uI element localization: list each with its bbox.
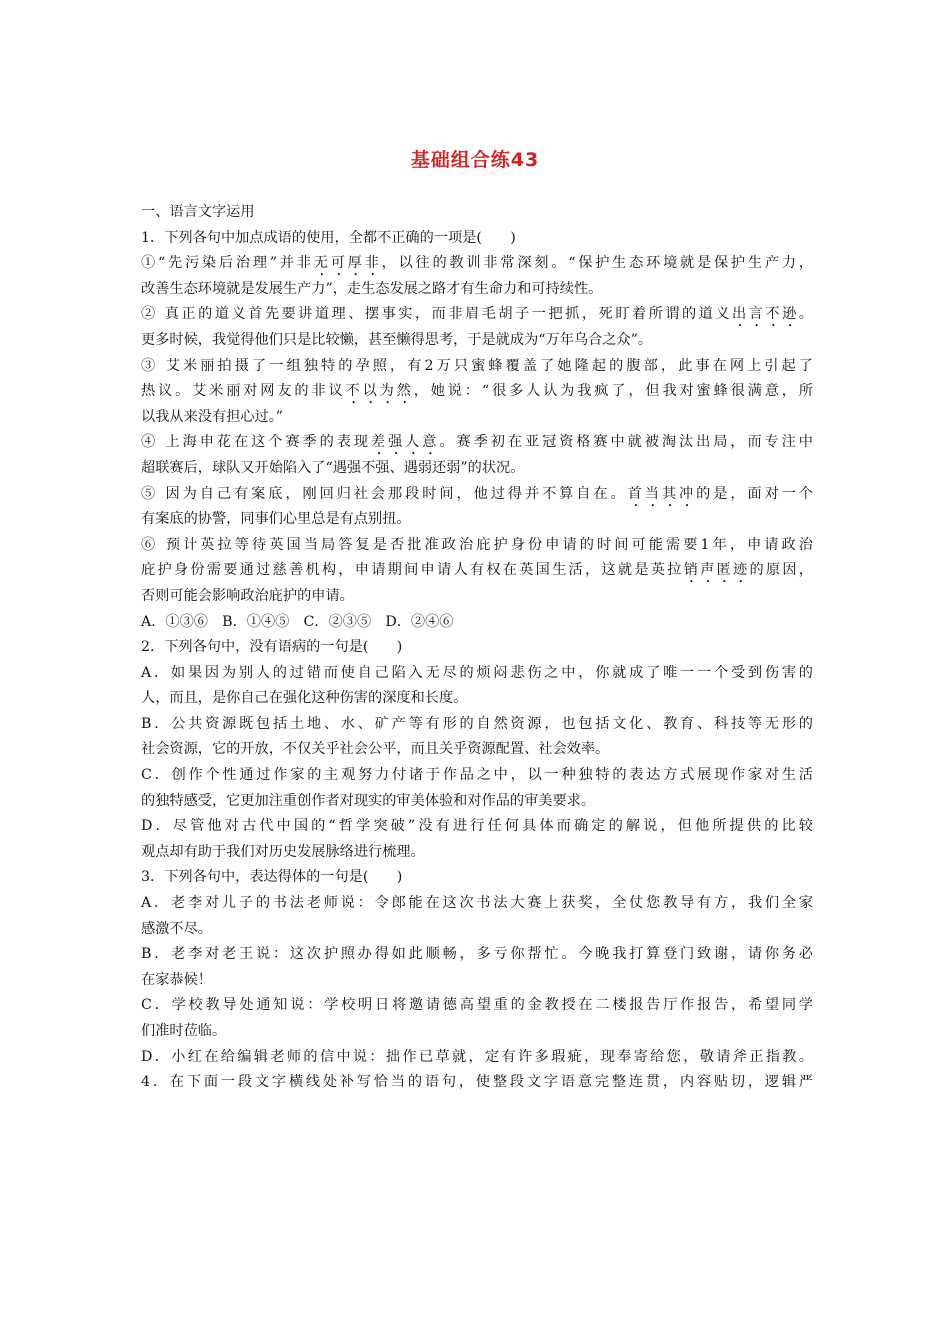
page-title: 基础组合练43	[410, 149, 540, 171]
q1-sentence-5-line-2: 有案底的协警，同事们心里总是有点别扭。	[141, 511, 411, 528]
question-4-stem-line-1: 4．在下面一段文字横线处补写恰当的语句，使整段文字语意完整连贯，内容贴切，逻辑严	[141, 1074, 813, 1091]
q3-option-b-line-1: B．老李对老王说：这次护照办得如此顺畅，多亏你帮忙。今晚我打算登门致谢，请你务必	[141, 946, 813, 963]
q1-s3-text-b: ，她说：“很多人认为我疯了，但我对蜜蜂很满意，所	[413, 383, 813, 400]
q1-sentence-6-line-1: ⑥ 预计英拉等待英国当局答复是否批准政治庇护身份申请的时间可能需要1年，申请政治	[141, 536, 813, 553]
q1-options: A．①③⑥ B．①④⑤ C．②③⑤ D．②④⑥	[141, 613, 454, 630]
q2-option-a-line-2: 人，而且，是你自己在强化这种伤害的深度和长度。	[141, 690, 468, 707]
q3-option-b-line-2: 在家恭候！	[141, 971, 212, 988]
q1-sentence-3-line-1: ③ 艾米丽拍摄了一组独特的孕照，有2万只蜜蜂覆盖了她隆起的腹部，此事在网上引起了	[141, 357, 813, 374]
section-heading: 一、语言文字运用	[141, 204, 255, 220]
document-body	[141, 200, 813, 1096]
q1-sentence-6-line-3: 否则可能会影响政治庇护的申请。	[141, 587, 354, 604]
q3-option-c-line-2: 们准时莅临。	[141, 1023, 227, 1039]
q1-s2-text-b: 。	[798, 306, 813, 323]
q1-s2-idiom: 出言不逊	[732, 306, 799, 323]
q2-option-c-line-2: 的独特感受，它更加注重创作者对现实的审美体验和对作品的审美要求。	[141, 792, 596, 809]
q2-option-a-line-1: A．如果因为别人的过错而使自己陷入无尽的烦闷悲伤之中，你就成了唯一一个受到伤害的	[141, 664, 813, 681]
q1-s1-text-a: ①“先污染后治理”并非	[141, 255, 314, 272]
q1-sentence-1-line-2: 改善生态环境就是发展生产力”，走生态发展之路才有生命力和可持续性。	[141, 280, 603, 297]
q3-option-c-line-1: C．学校教导处通知说：学校明日将邀请德高望重的金教授在二楼报告厅作报告，希望同学	[141, 997, 813, 1014]
q1-sentence-1-line-1	[141, 251, 813, 277]
q2-option-d-line-1: D．尽管他对古代中国的“哲学突破”没有进行任何具体而确定的解说，但他所提供的比较	[141, 818, 813, 835]
q1-sentence-3-line-3: 以我从来没有担心过。”	[141, 408, 284, 425]
q1-s3-idiom: 不以为然	[345, 383, 414, 400]
question-1-stem: 1．下列各句中加点成语的使用，全都不正确的一项是( )	[141, 229, 516, 246]
q1-s6-idiom: 销声匿迹	[683, 562, 750, 579]
q1-s6-text-b: 的原因，	[749, 562, 813, 579]
q1-sentence-4-line-1	[141, 430, 813, 456]
q1-s2-text-a: ② 真正的道义首先要讲道理、摆事实，而非眉毛胡子一把抓，死盯着所谓的道义	[141, 306, 733, 323]
q1-sentence-4-line-2: 超联赛后，球队又开始陷入了“遇强不强、遇弱还弱”的状况。	[141, 459, 525, 476]
question-2-stem: 2．下列各句中，没有语病的一句是( )	[141, 639, 403, 656]
q1-sentence-6-line-2	[141, 558, 813, 584]
q1-s3-text-a: 热议。艾米丽对网友的非议	[141, 383, 346, 400]
q1-s4-idiom: 差强人意	[370, 434, 440, 451]
q1-s1-text-b: ，以往的教训非常深刻。“保护生态环境就是保护生产力，	[381, 255, 813, 272]
q1-s1-idiom: 无可厚非	[313, 255, 382, 272]
q1-s5-text-b: 的是，面对一个	[696, 485, 813, 502]
question-3-stem: 3．下列各句中，表达得体的一句是( )	[141, 869, 403, 886]
q3-option-a-line-1: A．老李对儿子的书法老师说：令郎能在这次书法大赛上获奖，全仗您教导有方，我们全家	[141, 895, 813, 912]
q1-sentence-3-line-2	[141, 379, 813, 405]
q2-option-d-line-2: 观点却有助于我们对历史发展脉络进行梳理。	[141, 843, 425, 860]
q2-option-b-line-2: 社会资源，它的开放，不仅关乎社会公平，而且关乎资源配置、社会效率。	[141, 741, 610, 758]
q3-option-a-line-2: 感激不尽。	[141, 920, 212, 937]
q1-sentence-2-line-1	[141, 302, 813, 328]
q2-option-c-line-1: C．创作个性通过作家的主观努力付诸于作品之中，以一种独特的表达方式展现作家对生活	[141, 767, 813, 784]
q1-s5-idiom: 首当其冲	[627, 485, 697, 502]
q1-s4-text-b: 。赛季初在亚冠资格赛中就被淘汰出局，而专注中	[439, 434, 813, 451]
q1-sentence-2-line-2: 更多时候，我觉得他们只是比较懒，甚至懒得思考，于是就成为“万年乌合之众”。	[141, 331, 653, 348]
q3-option-d-line-1: D．小红在给编辑老师的信中说：拙作已草就，定有许多瑕疵，现奉寄给您，敬请斧正指教。	[141, 1048, 813, 1065]
q1-s4-text-a: ④ 上海申花在这个赛季的表现	[141, 434, 371, 451]
q2-option-b-line-1: B．公共资源既包括土地、水、矿产等有形的自然资源，也包括文化、教育、科技等无形的	[141, 715, 813, 732]
q1-s5-text-a: ⑤ 因为自己有案底，刚回归社会那段时间，他过得并不算自在。	[141, 485, 628, 502]
q1-s6-text-a: 庇护身份需要通过慈善机构，申请期间申请人有权在英国生活，这就是英拉	[141, 562, 684, 579]
q1-sentence-5-line-1	[141, 482, 813, 508]
